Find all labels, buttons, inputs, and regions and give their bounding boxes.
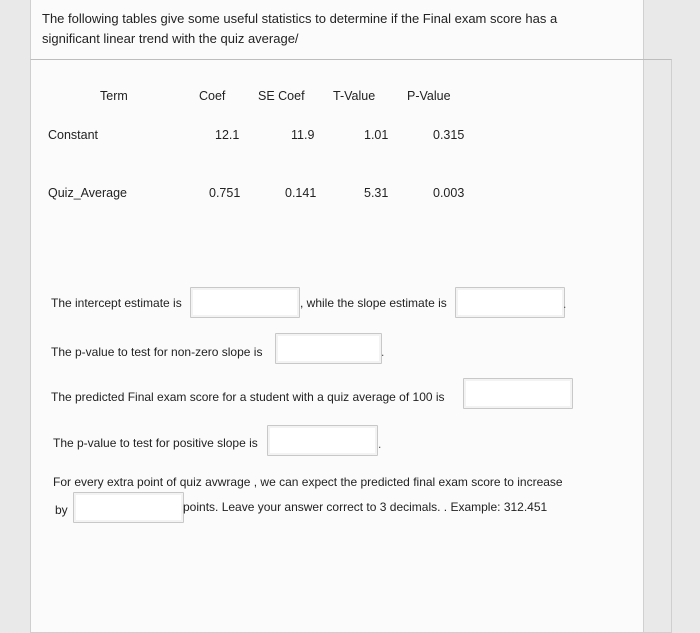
header-term: Term xyxy=(100,89,128,103)
pvalue-nonzero-period: . xyxy=(381,345,385,359)
intercept-input[interactable] xyxy=(190,287,300,318)
pvalue-positive-label: The p-value to test for positive slope is xyxy=(53,436,258,450)
row-quiz-average-se-coef: 0.141 xyxy=(285,186,317,200)
header-p-value: P-Value xyxy=(407,89,451,103)
row-constant-se-coef: 11.9 xyxy=(291,128,315,142)
intro-text: The following tables give some useful statistics to determine if the Final exam score has a significant linear trend with the quiz average/ xyxy=(42,11,558,46)
row-constant-coef: 12.1 xyxy=(215,128,240,142)
row-quiz-average-coef: 0.751 xyxy=(209,186,241,200)
row-constant-term: Constant xyxy=(48,128,99,142)
pvalue-nonzero-label: The p-value to test for non-zero slope is xyxy=(51,345,263,359)
header-coef: Coef xyxy=(199,89,226,103)
header-se-coef: SE Coef xyxy=(258,89,305,103)
row-quiz-average-t-value: 5.31 xyxy=(364,186,389,200)
row-constant-t-value: 1.01 xyxy=(364,128,389,142)
predicted-input[interactable] xyxy=(463,378,573,409)
extra-point-suffix: points. Leave your answer correct to 3 decimals. . Example: 312.451 xyxy=(183,500,548,514)
extra-point-input[interactable] xyxy=(73,492,184,523)
pvalue-nonzero-input[interactable] xyxy=(275,333,385,364)
header-t-value: T-Value xyxy=(333,89,376,103)
pvalue-positive-input[interactable] xyxy=(267,425,378,456)
extra-point-line1: For every extra point of quiz avwrage , we can expect the predicted final exam score to increase xyxy=(53,475,563,489)
slope-period: . xyxy=(563,297,567,311)
slope-label: , while the slope estimate is xyxy=(300,296,447,310)
extra-point-by: by xyxy=(55,503,68,517)
predicted-label: The predicted Final exam score for a student with a quiz average of 100 is xyxy=(51,390,445,404)
slope-input[interactable] xyxy=(455,287,565,318)
row-quiz-average-p-value: 0.003 xyxy=(433,186,465,200)
pvalue-positive-period: . xyxy=(378,437,382,451)
intercept-label: The intercept estimate is xyxy=(51,296,182,310)
row-constant-p-value: 0.315 xyxy=(433,128,465,142)
row-quiz-average-term: Quiz_Average xyxy=(48,186,127,200)
